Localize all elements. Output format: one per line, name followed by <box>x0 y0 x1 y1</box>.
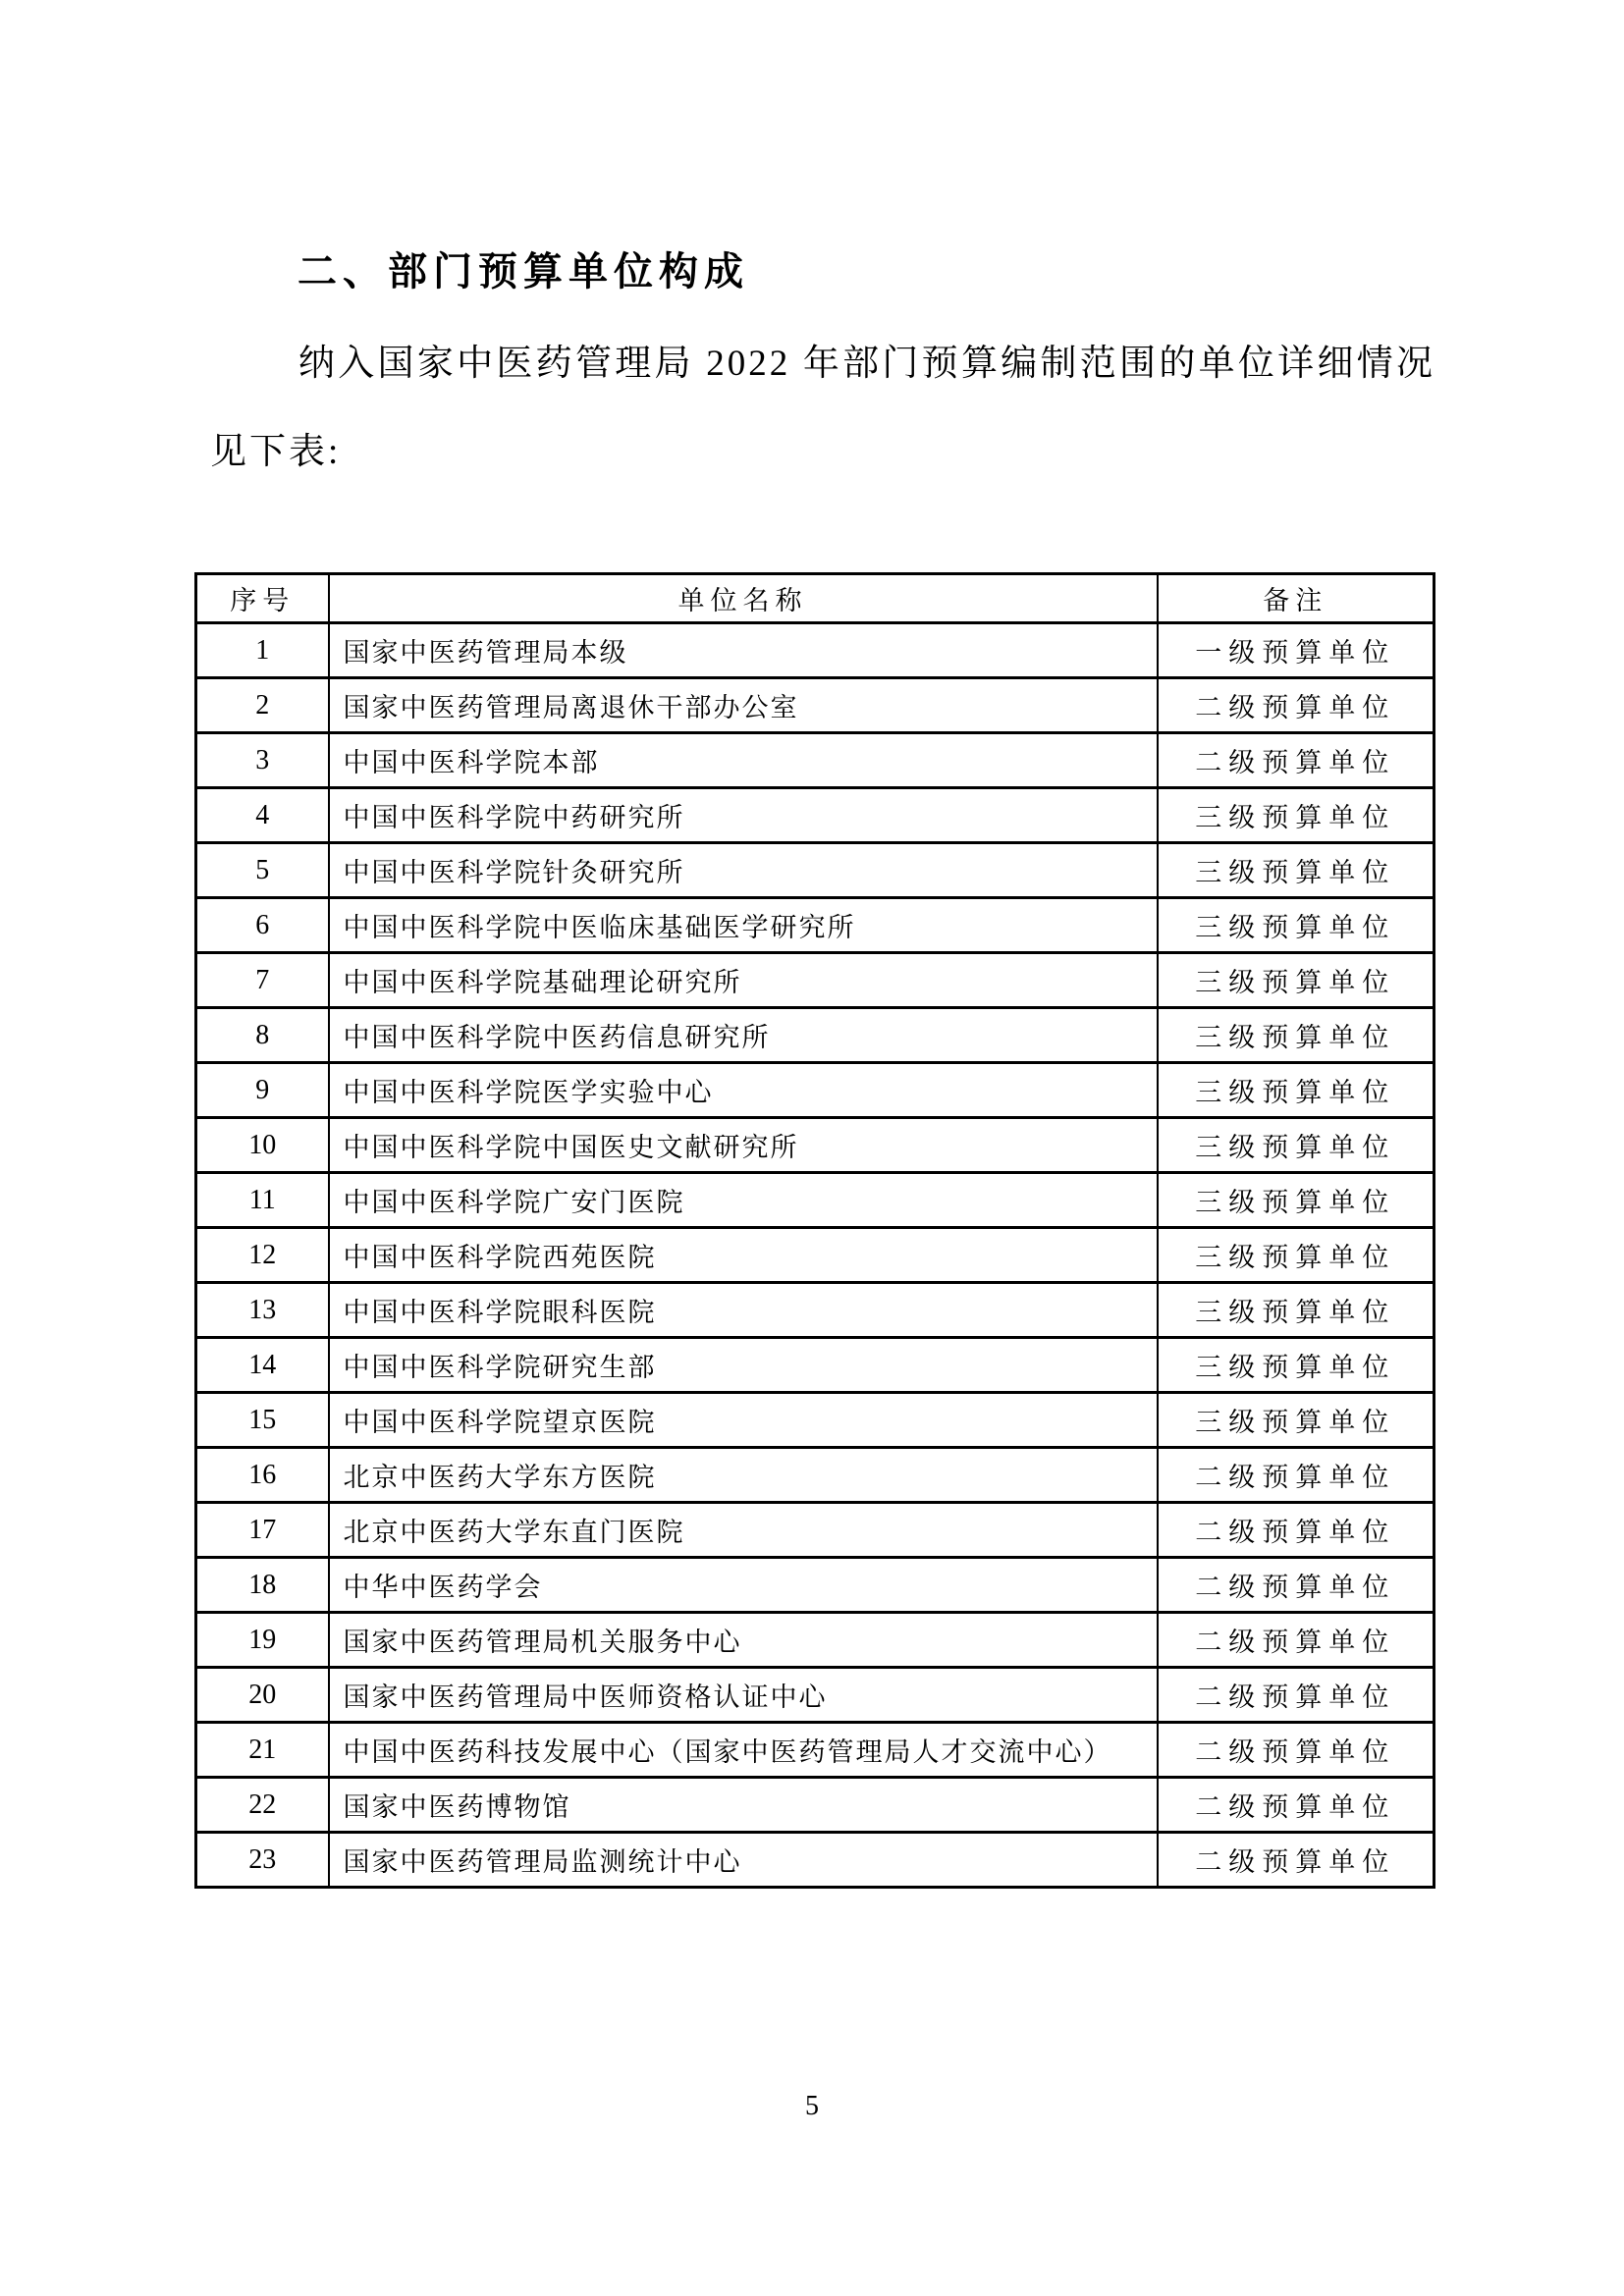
cell-unit-name: 北京中医药大学东方医院 <box>329 1448 1158 1503</box>
table-row <box>196 1778 1435 1833</box>
cell-serial-number: 15 <box>196 1393 329 1448</box>
section-heading: 二、部门预算单位构成 <box>298 250 749 294</box>
cell-serial-number: 6 <box>196 898 329 953</box>
cell-serial-number: 4 <box>196 788 329 843</box>
cell-serial-number: 7 <box>196 953 329 1008</box>
table-row <box>196 898 1435 953</box>
cell-serial-number: 9 <box>196 1063 329 1118</box>
table-row <box>196 1063 1435 1118</box>
cell-serial-number: 17 <box>196 1503 329 1558</box>
table-row <box>196 1448 1435 1503</box>
table-row <box>196 1283 1435 1338</box>
cell-unit-name: 中国中医科学院针灸研究所 <box>329 843 1158 898</box>
budget-units-table <box>194 572 1435 1889</box>
cell-serial-number: 1 <box>196 623 329 678</box>
table-row <box>196 1008 1435 1063</box>
cell-remark: 三级预算单位 <box>1158 1338 1435 1393</box>
cell-unit-name: 国家中医药博物馆 <box>329 1778 1158 1833</box>
cell-serial-number: 19 <box>196 1613 329 1668</box>
table-row <box>196 1228 1435 1283</box>
cell-remark: 三级预算单位 <box>1158 1228 1435 1283</box>
cell-remark: 三级预算单位 <box>1158 898 1435 953</box>
cell-remark: 三级预算单位 <box>1158 1008 1435 1063</box>
cell-remark: 三级预算单位 <box>1158 953 1435 1008</box>
col-header-remark: 备注 <box>1158 574 1435 623</box>
cell-unit-name: 中国中医科学院中医临床基础医学研究所 <box>329 898 1158 953</box>
table-row <box>196 1613 1435 1668</box>
table-row <box>196 1833 1435 1888</box>
cell-unit-name: 国家中医药管理局机关服务中心 <box>329 1613 1158 1668</box>
cell-serial-number: 8 <box>196 1008 329 1063</box>
cell-remark: 三级预算单位 <box>1158 1063 1435 1118</box>
cell-remark: 三级预算单位 <box>1158 843 1435 898</box>
cell-unit-name: 中国中医科学院医学实验中心 <box>329 1063 1158 1118</box>
cell-remark: 二级预算单位 <box>1158 1723 1435 1778</box>
cell-remark: 二级预算单位 <box>1158 1558 1435 1613</box>
table-body <box>196 623 1435 1888</box>
table-row <box>196 1668 1435 1723</box>
table-row <box>196 623 1435 678</box>
table-row <box>196 1173 1435 1228</box>
page-number: 5 <box>805 2091 819 2121</box>
cell-serial-number: 14 <box>196 1338 329 1393</box>
cell-remark: 一级预算单位 <box>1158 623 1435 678</box>
table-row <box>196 1118 1435 1173</box>
table-row <box>196 1558 1435 1613</box>
cell-serial-number: 2 <box>196 678 329 733</box>
table-row <box>196 1503 1435 1558</box>
cell-serial-number: 10 <box>196 1118 329 1173</box>
cell-serial-number: 21 <box>196 1723 329 1778</box>
cell-remark: 二级预算单位 <box>1158 1668 1435 1723</box>
cell-unit-name: 中国中医科学院望京医院 <box>329 1393 1158 1448</box>
cell-serial-number: 20 <box>196 1668 329 1723</box>
table-row <box>196 733 1435 788</box>
cell-unit-name: 北京中医药大学东直门医院 <box>329 1503 1158 1558</box>
cell-remark: 二级预算单位 <box>1158 678 1435 733</box>
cell-unit-name: 中国中医科学院本部 <box>329 733 1158 788</box>
cell-unit-name: 中国中医科学院中医药信息研究所 <box>329 1008 1158 1063</box>
cell-unit-name: 中国中医科学院眼科医院 <box>329 1283 1158 1338</box>
col-header-no: 序号 <box>196 574 329 623</box>
cell-remark: 三级预算单位 <box>1158 1283 1435 1338</box>
table-row <box>196 1723 1435 1778</box>
cell-remark: 二级预算单位 <box>1158 1613 1435 1668</box>
cell-remark: 三级预算单位 <box>1158 1118 1435 1173</box>
cell-remark: 二级预算单位 <box>1158 733 1435 788</box>
cell-unit-name: 中国中医科学院研究生部 <box>329 1338 1158 1393</box>
cell-serial-number: 3 <box>196 733 329 788</box>
cell-unit-name: 国家中医药管理局监测统计中心 <box>329 1833 1158 1888</box>
cell-serial-number: 18 <box>196 1558 329 1613</box>
cell-unit-name: 中国中医科学院中国医史文献研究所 <box>329 1118 1158 1173</box>
cell-remark: 二级预算单位 <box>1158 1833 1435 1888</box>
cell-remark: 二级预算单位 <box>1158 1503 1435 1558</box>
intro-paragraph: 纳入国家中医药管理局 2022 年部门预算编制范围的单位详细情况见下表: <box>210 344 1435 472</box>
cell-remark: 三级预算单位 <box>1158 1393 1435 1448</box>
cell-serial-number: 16 <box>196 1448 329 1503</box>
cell-serial-number: 12 <box>196 1228 329 1283</box>
table-row <box>196 1393 1435 1448</box>
cell-serial-number: 5 <box>196 843 329 898</box>
table-row <box>196 953 1435 1008</box>
cell-serial-number: 13 <box>196 1283 329 1338</box>
cell-unit-name: 中国中医科学院广安门医院 <box>329 1173 1158 1228</box>
cell-unit-name: 国家中医药管理局中医师资格认证中心 <box>329 1668 1158 1723</box>
cell-serial-number: 11 <box>196 1173 329 1228</box>
cell-serial-number: 22 <box>196 1778 329 1833</box>
table-header-row <box>196 574 1435 623</box>
table-row <box>196 678 1435 733</box>
cell-unit-name: 国家中医药管理局本级 <box>329 623 1158 678</box>
cell-unit-name: 国家中医药管理局离退休干部办公室 <box>329 678 1158 733</box>
table-row <box>196 843 1435 898</box>
col-header-name: 单位名称 <box>329 574 1158 623</box>
table-row <box>196 788 1435 843</box>
cell-unit-name: 中国中医科学院基础理论研究所 <box>329 953 1158 1008</box>
cell-serial-number: 23 <box>196 1833 329 1888</box>
cell-remark: 二级预算单位 <box>1158 1448 1435 1503</box>
table-row <box>196 1338 1435 1393</box>
cell-unit-name: 中国中医科学院西苑医院 <box>329 1228 1158 1283</box>
cell-unit-name: 中国中医药科技发展中心（国家中医药管理局人才交流中心） <box>329 1723 1158 1778</box>
cell-unit-name: 中华中医药学会 <box>329 1558 1158 1613</box>
cell-remark: 三级预算单位 <box>1158 788 1435 843</box>
cell-unit-name: 中国中医科学院中药研究所 <box>329 788 1158 843</box>
cell-remark: 三级预算单位 <box>1158 1173 1435 1228</box>
cell-remark: 二级预算单位 <box>1158 1778 1435 1833</box>
